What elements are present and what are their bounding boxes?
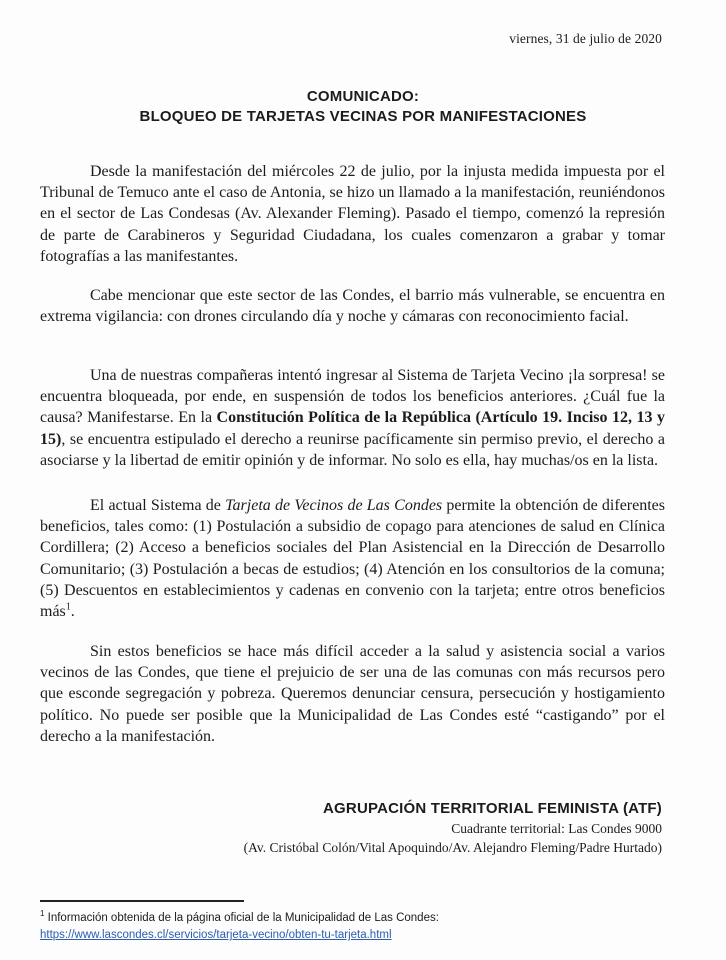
- paragraph-3: [40, 365, 665, 471]
- paragraph-4: [40, 495, 665, 622]
- paragraph-1: [40, 161, 665, 267]
- signature-streets: (Av. Cristóbal Colón/Vital Apoquindo/Av. Alejandro Fleming/Padre Hurtado): [243, 840, 662, 855]
- paragraph-3-text: [40, 365, 665, 471]
- paragraph-5: [40, 641, 665, 747]
- paragraph-3-part-a: Una de nuestras compañeras intentó ingresar al Sistema de Tarjeta Vecino ¡la sorpresa! se encuentra bloqueada, por ende, en suspensión de todos los beneficios anteriores. ¿Cuál fue la causa? Manifestarse. En la: [40, 367, 665, 427]
- footnote-mark: 1: [40, 909, 45, 919]
- signature-block: [244, 799, 662, 857]
- document-date: viernes, 31 de julio de 2020: [509, 31, 662, 46]
- footnote-reference: 1: [65, 601, 71, 613]
- paragraph-4-part-b: permite la obtención de diferentes beneficios, tales como: (1) Postulación a subsidio de copago para atenciones de salud en Clínica Cordillera; (2) Acceso a beneficios sociales del Plan Asistencial en la Dirección de Desarrollo Comunitario; (3) Postulación a becas de estudios; (4) Atención en los consultorios de la comuna; (5) Descuentos en establecimientos y cadenas en convenio con la tarjeta; entre otros beneficios más: [40, 497, 666, 621]
- footnote-link[interactable]: https://www.lascondes.cl/servicios/tarjeta-vecino/obten-tu-tarjeta.html: [40, 929, 392, 941]
- paragraph-4-part-a: El actual Sistema de: [90, 497, 226, 514]
- footnote: [40, 910, 690, 944]
- tarjeta-vecinos-name: Tarjeta de Vecinos de Las Condes: [225, 497, 443, 514]
- title-line-1: COMUNICADO:: [306, 88, 420, 105]
- paragraph-4-end: .: [70, 603, 75, 621]
- signature-name: AGRUPACIÓN TERRITORIAL FEMINISTA (ATF): [323, 800, 662, 817]
- paragraph-5-text: Sin estos beneficios se hace más difícil acceder a la salud y asistencia social a varios vecinos de las Condes, que tiene el prejuicio de ser una de las comunas con más recursos pero que esconde segregación y pobreza. Queremos denunciar censura, persecución y hostigamiento político. No puede ser posible que la Municipalidad de Las Condes esté “castigando” por el derecho a la manifestación.: [40, 643, 665, 745]
- constitution-reference: Constitución Política de la República (Artículo 19. Inciso 12, 13 y 15): [40, 409, 665, 448]
- footnote-text-line: [40, 910, 690, 927]
- document-title: [0, 87, 726, 127]
- footnote-text: Información obtenida de la página oficial de la Municipalidad de Las Condes:: [44, 912, 439, 924]
- paragraph-4-text: [40, 495, 665, 622]
- paragraph-1-text: Desde la manifestación del miércoles 22 de julio, por la injusta medida impuesta por el Tribunal de Temuco ante el caso de Antonia, se hizo un llamado a la manifestación, reuniéndonos en el sector de Las Condesas (Av. Alexander Fleming). Pasado el tiempo, comenzó la represión de parte de Carabineros y Seguridad Ciudadana, los cuales comenzaron a grabar y tomar fotografías a las manifestantes.: [40, 163, 665, 265]
- footnote-divider: [40, 900, 244, 902]
- paragraph-3-part-b: , se encuentra estipulado el derecho a reunirse pacíficamente sin permiso previo, el derecho a asociarse y la libertad de emitir opinión y de informar. No solo es ella, hay muchas/os en la lista.: [40, 430, 665, 469]
- signature-quadrant: Cuadrante territorial: Las Condes 9000: [451, 821, 662, 836]
- paragraph-2: [40, 285, 665, 327]
- paragraph-2-text: Cabe mencionar que este sector de las Condes, el barrio más vulnerable, se encuentra en extrema vigilancia: con drones circulando día y noche y cámaras con reconocimiento facial.: [40, 287, 665, 326]
- title-line-2: BLOQUEO DE TARJETAS VECINAS POR MANIFESTACIONES: [139, 108, 587, 125]
